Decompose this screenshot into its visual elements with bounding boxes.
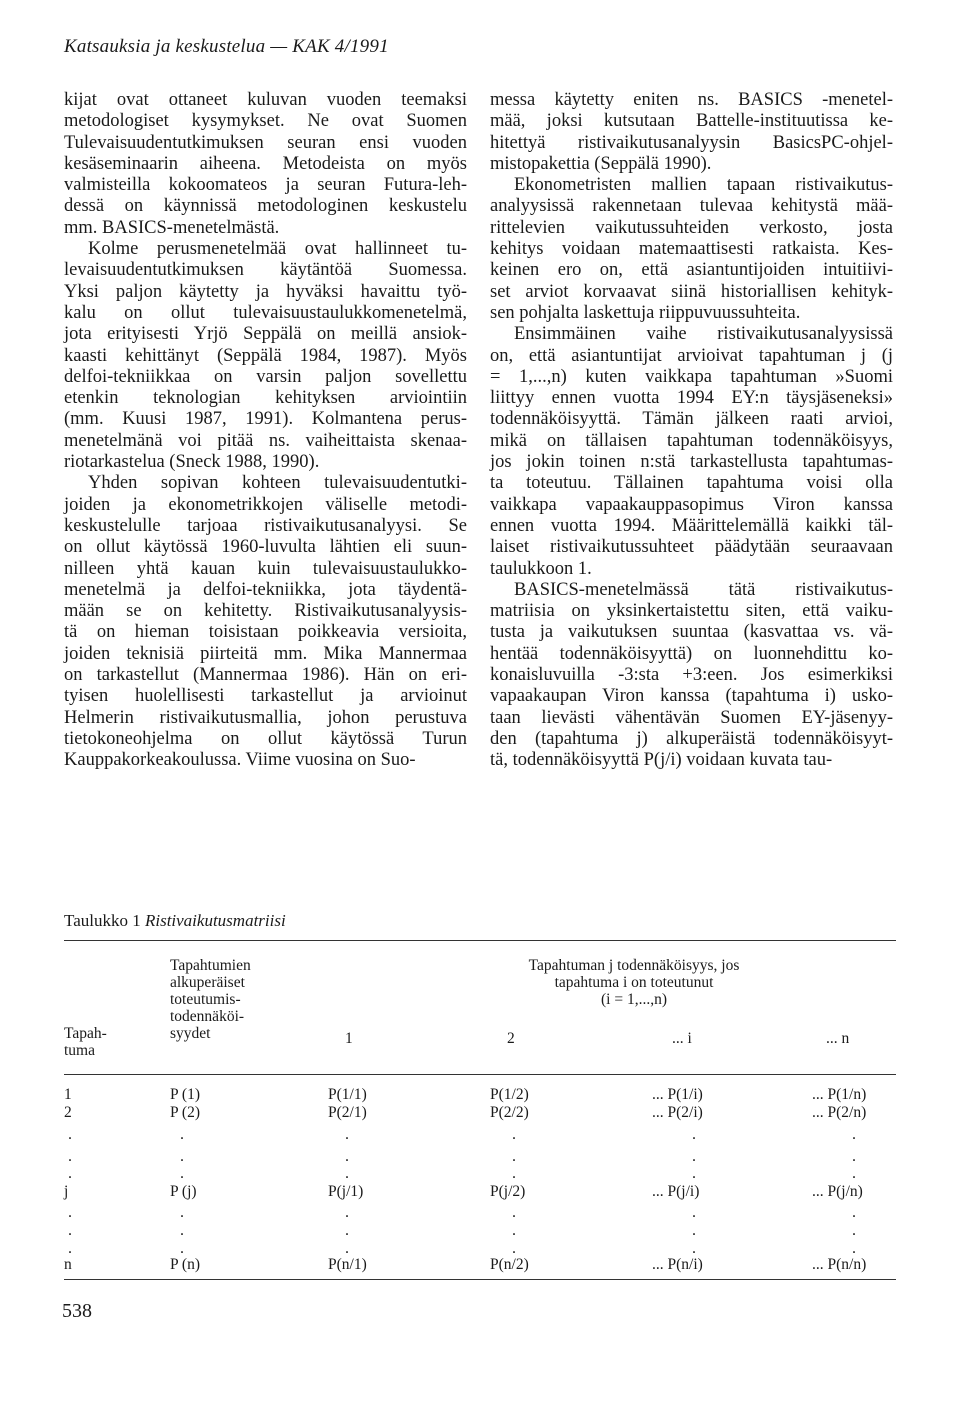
ellipsis-dot: . [180,1222,184,1239]
text-line: mää, joksi kutsutaan Battelle-instituutissa ke- [490,111,893,132]
ellipsis-dot: . [512,1126,516,1143]
paragraph [490,175,893,324]
text-line: keinen ero on, että asiantuntijoiden intuitiivi- [490,260,893,281]
table-cell-prior: P (1) [170,1086,200,1103]
ellipsis-dot: . [692,1240,696,1257]
text-line: set arviot korvaavat siinä historiallisen kehityk- [490,281,893,302]
text-line: tä on hieman toisistaan poikkeavia versioita, [64,622,467,643]
text-line: Yksi paljon käytetty ja hyväksi havaittu työ- [64,281,467,302]
paragraph [64,239,467,473]
text-line: riotarkastelua (Sneck 1988, 1990). [64,452,320,473]
text-line: Helmerin ristivaikutusmallia, johon perustuva [64,707,467,728]
text-line: mikä on tällaisen tapahtuman todennäköisyys, [490,430,893,451]
text-line: Ekonometristen mallien tapaan ristivaikutus- [514,175,893,196]
table-header-rule [64,1074,896,1075]
ellipsis-dot: . [512,1204,516,1221]
text-line: metodologiset kysymykset. Ne ovat Suomen [64,111,467,132]
text-line: Yhden sopivan kohteen tulevaisuudentutki- [88,473,467,494]
table-group-header [488,957,780,1008]
table-cell-c1: P(2/1) [328,1104,367,1121]
ellipsis-dot: . [852,1222,856,1239]
header-prior-line: syydet [170,1025,211,1042]
ellipsis-dot: . [512,1240,516,1257]
ellipsis-dot: . [68,1148,72,1165]
paragraph [64,90,467,239]
text-line: vapaakaupan Viron kanssa (tapahtuma i) usko- [490,686,893,707]
text-line: tä, todennäköisyyttä P(j/i) voidaan kuvata tau- [490,750,833,771]
header-event-line: tuma [64,1042,95,1059]
text-line: joiden ja ekonometrikkojen väliselle metodi- [64,494,467,515]
col-index-i: ... i [672,1030,692,1047]
col-index-2: 2 [507,1030,515,1047]
ellipsis-dot: . [180,1126,184,1143]
table-cell-event: n [64,1256,72,1273]
table-top-rule [64,940,896,941]
text-line: ta toteutuu. Tällainen tapahtuma voisi olla [490,473,893,494]
table-cell-event: 1 [64,1086,72,1103]
ellipsis-dot: . [692,1204,696,1221]
text-line: mm. BASICS-menetelmästä. [64,217,280,238]
ellipsis-dot: . [68,1165,72,1182]
right-column [490,90,893,772]
text-line: levaisuudentutkimuksen käytäntöä Suomessa. [64,260,467,281]
table-caption [64,911,286,931]
text-line: hentää todennäköisyyttä) on luonnehdittu ko- [490,643,893,664]
text-line: on, että asiantuntijat arvioivat tapahtuman j (j [490,345,893,366]
text-line: Tulevaisuudentutkimuksen seuran ensi vuoden [64,132,467,153]
header-prior-line: todennäköi- [170,1008,245,1025]
ellipsis-dot: . [692,1165,696,1182]
table-cell-ci: ... P(j/i) [652,1183,700,1200]
text-line: valmisteilla kokoomateos ja seuran Futura-leh- [64,175,467,196]
text-line: joiden teknisiä piirteitä mm. Mika Mannermaa [64,643,467,664]
table-cell-c2: P(n/2) [490,1256,529,1273]
text-line: hitettyä ristivaikutusanalyysin BasicsPC-ohjel- [490,132,893,153]
table-caption-prefix: Taulukko 1 [64,911,141,930]
table-cell-c2: P(j/2) [490,1183,526,1200]
ellipsis-dot: . [180,1204,184,1221]
col-index-n: ... n [826,1030,850,1047]
ellipsis-dot: . [68,1240,72,1257]
ellipsis-dot: . [68,1126,72,1143]
paragraph [490,580,893,772]
text-line: on tarkastellut (Mannermaa 1986). Hän on eri- [64,665,467,686]
text-line: kalu on ollut tulevaisuustaulukkomenetelmä, [64,302,467,323]
left-column [64,90,467,772]
text-line: sen pohjalta laskettuja riippuvuussuhteita. [490,302,801,323]
text-line: tusta ja vaikutuksen suuntaa (kasvattaa vs. vä- [490,622,893,643]
table-cell-prior: P (j) [170,1183,197,1200]
group-header-line: tapahtuma i on toteutunut [554,974,714,991]
ellipsis-dot: . [692,1222,696,1239]
header-prior-line: Tapahtumien [170,957,251,974]
text-line: taulukkoon 1. [490,558,592,579]
ellipsis-dot: . [852,1126,856,1143]
text-line: rittelevien vaikutussuhteiden verkosto, josta [490,217,893,238]
ellipsis-dot: . [345,1204,349,1221]
table-cell-c2: P(2/2) [490,1104,529,1121]
text-line: kijat ovat ottaneet kuluvan vuoden teemaksi [64,90,467,110]
table-cell-c1: P(n/1) [328,1256,367,1273]
ellipsis-dot: . [180,1148,184,1165]
text-line: = 1,...,n) kuten vaikkapa tapahtuman »Suomi [490,366,893,387]
table-cell-ci: ... P(2/i) [652,1104,703,1121]
table-cell-c1: P(1/1) [328,1086,367,1103]
paragraph [64,473,467,771]
col-index-1: 1 [345,1030,353,1047]
header-prior-line: toteutumis- [170,991,241,1008]
ellipsis-dot: . [512,1165,516,1182]
text-line: ennen vuotta 1994. Määrittelemällä kaikki täl- [490,515,893,536]
ellipsis-dot: . [345,1148,349,1165]
text-line: Ensimmäinen vaihe ristivaikutusanalyysissä [514,324,893,345]
header-event-line: Tapah- [64,1025,107,1042]
ellipsis-dot: . [512,1222,516,1239]
text-line: mään se on kehitetty. Ristivaikutusanalyysis- [64,601,467,622]
table-cell-event: j [64,1183,69,1200]
table-bottom-rule [64,1279,896,1280]
text-line: kesäseminaarin aiheena. Metodeista on myös [64,153,467,174]
text-line: liittyy ennen vuotta 1994 EY:n täysjäseneksi» [490,388,893,409]
table-cell-cn: ... P(1/n) [812,1086,867,1103]
ellipsis-dot: . [68,1204,72,1221]
text-line: menetelmä ja delfoi-tekniikka, jota täydentä- [64,579,467,600]
table-caption-title: Ristivaikutusmatriisi [144,911,286,930]
text-line: Kolme perusmenetelmää ovat hallinneet tu- [88,239,467,260]
text-line: keskustelulle tarjoaa ristivaikutusanalyysi. Se [64,515,467,536]
table-cell-prior: P (2) [170,1104,200,1121]
page-number: 538 [62,1300,92,1322]
table-cell-ci: ... P(1/i) [652,1086,703,1103]
text-line: laiset ristivaikutussuhteet päädytään seuraavaan [490,537,893,558]
ellipsis-dot: . [852,1240,856,1257]
table-cell-c1: P(j/1) [328,1183,364,1200]
table-header-prior [170,957,251,1042]
text-line: analyysissä rakennetaan tulevaa kehitystä mää- [490,196,893,217]
ellipsis-dot: . [180,1165,184,1182]
ellipsis-dot: . [180,1240,184,1257]
table-header-event [64,1025,107,1059]
text-line: dessä on käynnissä metodologinen keskustelu [64,196,467,217]
ellipsis-dot: . [852,1204,856,1221]
text-line: konaisluvuilla -3:sta +3:een. Jos esimerkiksi [490,665,893,686]
paragraph [490,90,893,175]
ellipsis-dot: . [68,1222,72,1239]
ellipsis-dot: . [852,1165,856,1182]
text-line: den (tapahtuma j) alkuperäistä todennäköisyyt- [490,728,893,749]
group-header-line: (i = 1,...,n) [601,991,667,1008]
table-cell-ci: ... P(n/i) [652,1256,703,1273]
running-header: Katsauksia ja keskustelua — KAK 4/1991 [64,36,389,57]
text-line: nilleen yhtä kauan kuin tulevaisuustaulukko- [64,558,467,579]
text-line: jota erityisesti Yrjö Seppälä on meillä ansiok- [64,324,467,345]
text-line: BASICS-menetelmässä tätä ristivaikutus- [514,579,893,600]
text-line: kehitys voidaan matemaattisesti ratkaista. Kes- [490,239,893,260]
text-line: etenkin teknologian kehityksen arviointiin [64,388,467,409]
text-line: vaikkapa vapaakauppasopimus Viron kanssa [490,494,893,515]
header-prior-line: alkuperäiset [170,974,245,991]
ellipsis-dot: . [852,1148,856,1165]
text-line: jos jokin toinen n:stä tarkastellusta tapahtumas- [490,452,893,473]
text-line: messa käytetty eniten ns. BASICS -menetel- [490,90,893,110]
group-header-line: Tapahtuman j todennäköisyys, jos [528,957,740,974]
ellipsis-dot: . [692,1126,696,1143]
ellipsis-dot: . [512,1148,516,1165]
text-line: kaasti kehittänyt (Seppälä 1984, 1987). Myös [64,345,467,366]
text-line: mistopakettia (Seppälä 1990). [490,153,712,174]
text-line: menetelmänä voi pitää ns. vaiheittaista skenaa- [64,430,467,451]
text-line: delfoi-tekniikkaa on varsin paljon sovellettu [64,366,467,387]
ellipsis-dot: . [345,1126,349,1143]
text-line: tietokoneohjelma on ollut käytössä Turun [64,728,467,749]
text-line: (mm. Kuusi 1987, 1991). Kolmantena perus- [64,409,467,430]
text-line: tyisen huolellisesti tarkastellut ja arvioinut [64,686,467,707]
ellipsis-dot: . [345,1165,349,1182]
table-cell-event: 2 [64,1104,72,1121]
table-cell-c2: P(1/2) [490,1086,529,1103]
ellipsis-dot: . [345,1240,349,1257]
paragraph [490,324,893,580]
table-cell-cn: ... P(n/n) [812,1256,867,1273]
ellipsis-dot: . [692,1148,696,1165]
text-line: matriisia on yksinkertaistettu siten, että vaiku- [490,601,893,622]
table-cell-cn: ... P(2/n) [812,1104,867,1121]
text-line: taan lievästi vähentävän Suomen EY-jäsenyy- [490,707,893,728]
table-cell-prior: P (n) [170,1256,200,1273]
text-line: Kauppakorkeakoulussa. Viime vuosina on Suo- [64,750,416,771]
text-line: on ollut käytössä 1960-luvulta lähtien eli suun- [64,537,467,558]
ellipsis-dot: . [345,1222,349,1239]
table-cell-cn: ... P(j/n) [812,1183,863,1200]
text-line: todennäköisyyttä. Tämän jälkeen raati arvioi, [490,409,893,430]
